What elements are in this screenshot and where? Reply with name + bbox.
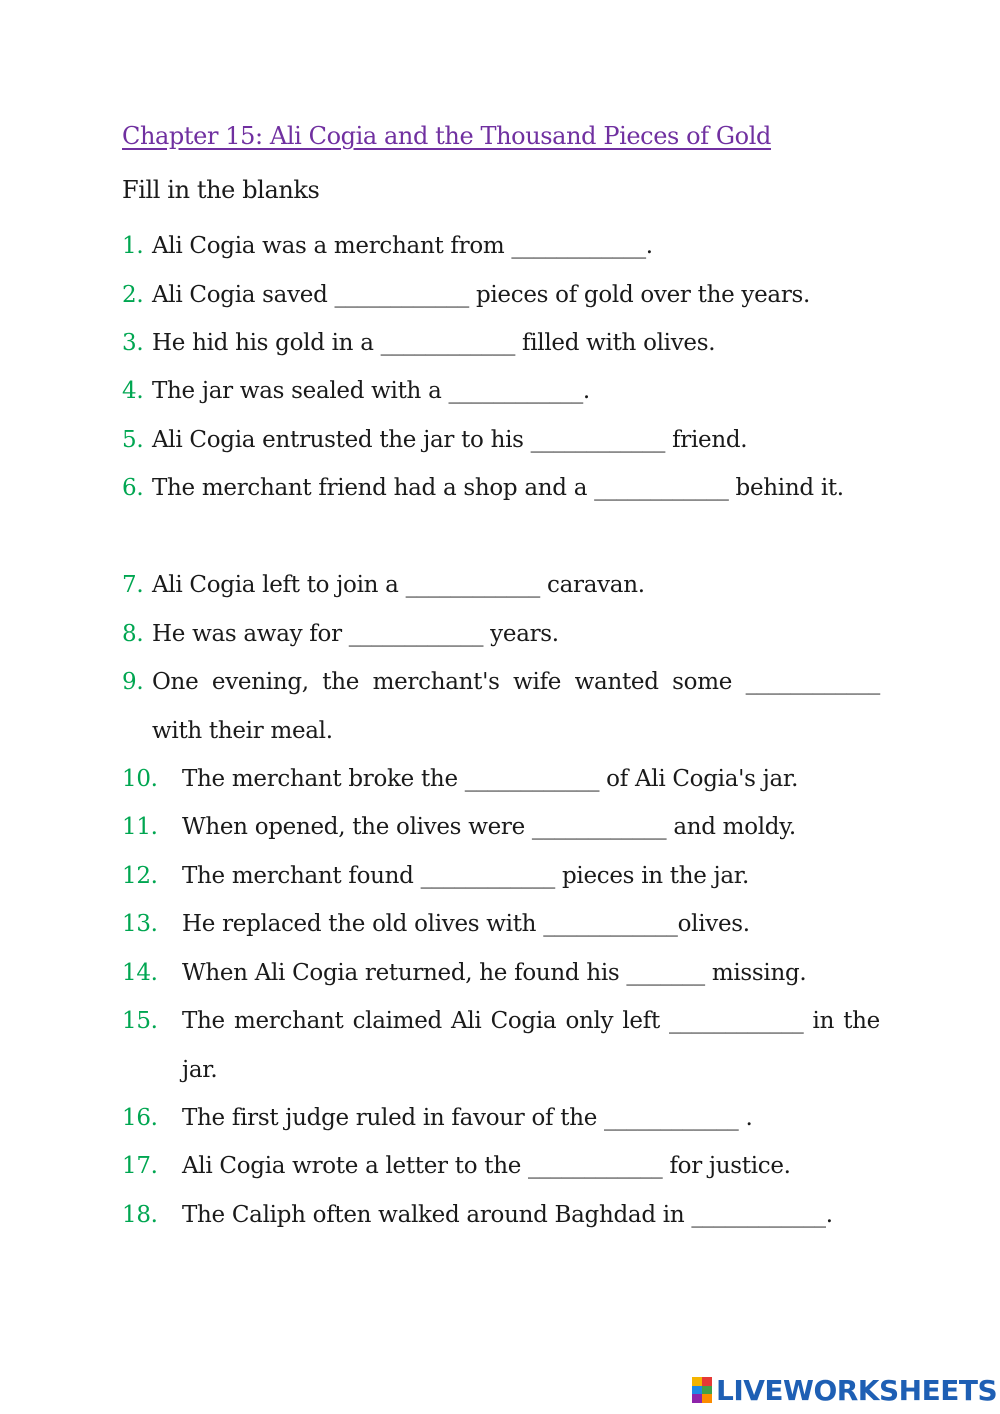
question-text: Ali Cogia wrote a letter to the ____________ for justice. xyxy=(182,1153,791,1179)
liveworksheets-logo-icon xyxy=(692,1377,712,1403)
logo-text: LIVEWORKSHEETS xyxy=(716,1373,998,1407)
question-item xyxy=(122,416,880,465)
question-number: 9. xyxy=(122,669,144,695)
question-number: 3. xyxy=(122,330,144,356)
chapter-title: Chapter 15: Ali Cogia and the Thousand Pieces of Gold xyxy=(122,122,771,150)
question-item xyxy=(122,803,880,852)
question-text: Ali Cogia was a merchant from ____________. xyxy=(152,233,653,259)
question-text: The first judge ruled in favour of the ____________ . xyxy=(182,1105,753,1131)
question-item xyxy=(122,1142,880,1191)
question-number: 4. xyxy=(122,378,144,404)
question-text: Ali Cogia saved ____________ pieces of gold over the years. xyxy=(152,282,811,308)
question-text: The Caliph often walked around Baghdad in ____________. xyxy=(182,1202,833,1228)
question-item xyxy=(122,367,880,416)
question-item xyxy=(122,319,880,368)
question-item xyxy=(122,949,880,998)
question-number: 8. xyxy=(122,621,144,647)
question-number: 13. xyxy=(122,911,158,937)
question-text: When opened, the olives were ____________ and moldy. xyxy=(182,814,796,840)
question-item xyxy=(122,658,880,755)
question-text: The merchant claimed Ali Cogia only left ____________ in the jar. xyxy=(182,1008,880,1083)
question-item xyxy=(122,222,880,271)
question-item xyxy=(122,610,880,659)
question-number: 12. xyxy=(122,863,158,889)
liveworksheets-logo[interactable] xyxy=(692,1374,997,1406)
question-text: Ali Cogia left to join a ____________ caravan. xyxy=(152,572,645,598)
question-number: 2. xyxy=(122,282,144,308)
question-number: 14. xyxy=(122,960,158,986)
question-number: 1. xyxy=(122,233,144,259)
question-item xyxy=(122,997,880,1094)
question-text: One evening, the merchant's wife wanted some ____________ with their meal. xyxy=(152,669,880,744)
question-number: 7. xyxy=(122,572,144,598)
question-item xyxy=(122,561,880,610)
question-item xyxy=(122,755,880,804)
question-text: He hid his gold in a ____________ filled with olives. xyxy=(152,330,716,356)
question-text: The merchant broke the ____________ of Ali Cogia's jar. xyxy=(182,766,799,792)
question-number: 6. xyxy=(122,475,144,501)
question-text: He replaced the old olives with ____________olives. xyxy=(182,911,750,937)
question-text: The merchant found ____________ pieces in the jar. xyxy=(182,863,749,889)
question-item xyxy=(122,1191,880,1240)
question-number: 18. xyxy=(122,1202,158,1228)
question-item xyxy=(122,900,880,949)
question-number: 11. xyxy=(122,814,158,840)
question-item xyxy=(122,852,880,901)
question-number: 17. xyxy=(122,1153,158,1179)
question-text: The merchant friend had a shop and a ____________ behind it. xyxy=(152,475,844,501)
question-text: The jar was sealed with a ____________. xyxy=(152,378,590,404)
section-title: Fill in the blanks xyxy=(122,176,320,204)
question-text: When Ali Cogia returned, he found his _______ missing. xyxy=(182,960,807,986)
question-item xyxy=(122,271,880,320)
question-text: Ali Cogia entrusted the jar to his ____________ friend. xyxy=(152,427,748,453)
question-item xyxy=(122,1094,880,1143)
question-text: He was away for ____________ years. xyxy=(152,621,559,647)
question-item xyxy=(122,464,880,513)
question-number: 5. xyxy=(122,427,144,453)
question-number: 16. xyxy=(122,1105,158,1131)
question-number: 15. xyxy=(122,1008,158,1034)
question-number: 10. xyxy=(122,766,158,792)
